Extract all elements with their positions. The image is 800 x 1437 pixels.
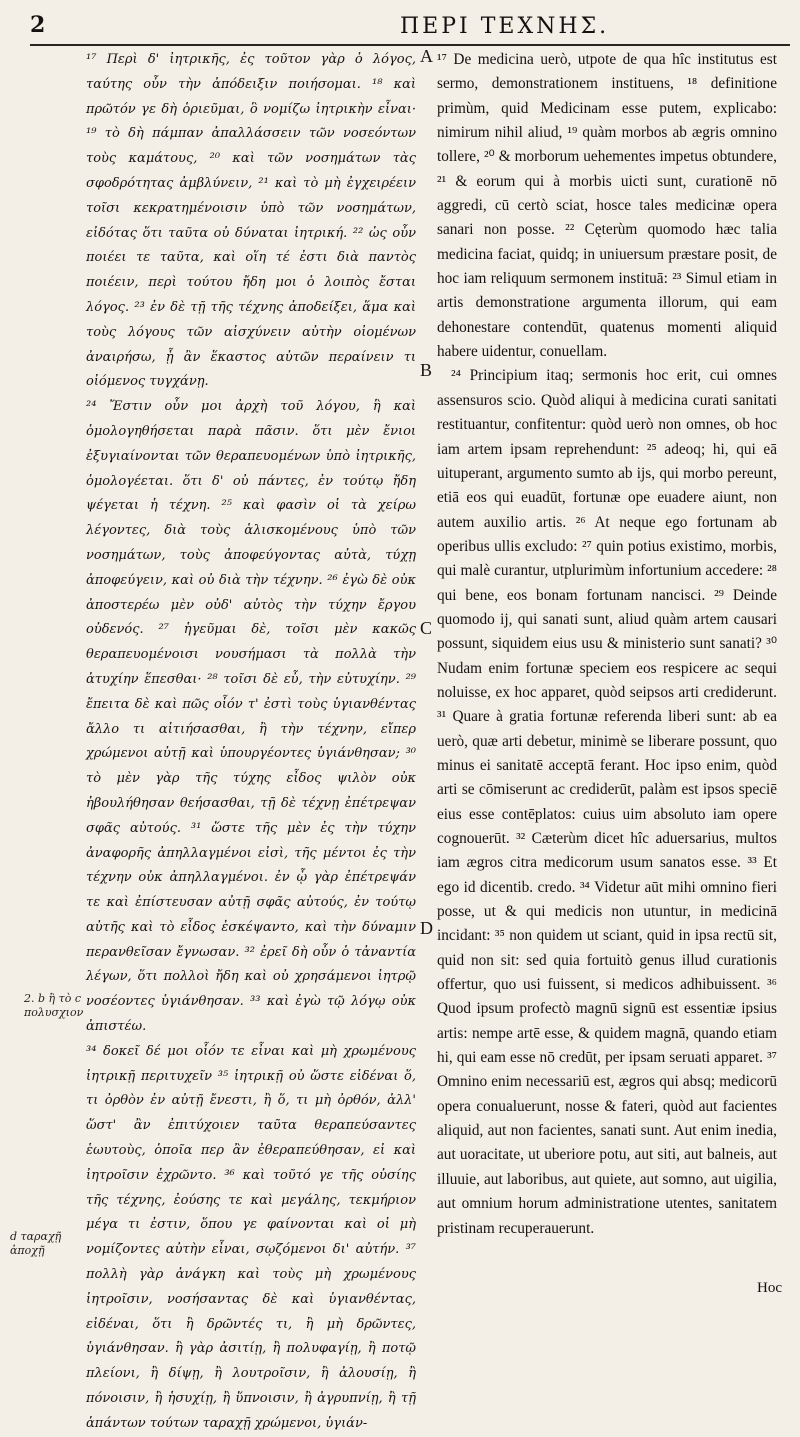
latin-paragraph: ²⁴ Principium itaq; sermonis hoc erit, cui omnes assensuros scio. Quòd aliqui à medicina curati sanitati restituantur, confitentur: quòd uerò non omnes, ob hoc iam artem ipsam reprehendunt: ²⁵ adeoq; hi, qui eā uituperant, argumento sumto ab ijs, qui morbo pereunt, etiā eos qui euadūt, fortunæ ope euadere aiunt, non autem auxilio artis. ²⁶ At neque ego fortunam ab operibus ullis excludo: ²⁷ quin potius existimo, morbis, qui malè curantur, utplurimùm infortunium accedere: ²⁸ qui bene, eos bonam fortunam nancisci. ²⁹ Deinde quomodo ij, qui sanati sunt, aliud quàm artem causari possunt, siquidem eius usu & ministerio sunt sanati? ³⁰ Nudam enim fortunæ speciem eos respicere ac sequi noluisse, ex hoc apparet, quòd seipsos arti crediderunt. ³¹ Quare à gratia fortunæ referenda liberi sunt: ab ea uerò, quæ arti debetur, minimè se liberare possunt, quo minus ei sanitatē acceptā ferant. Hoc ipso enim, quòd arti se cōmiserunt ac crediderūt, palàm est ipsos speciē eius esse contēplatos: cuius uim absoluto iam opere cognouerūt. ³² Cæterùm dicet hîc aduersarius, multos iam ægros citra medicorum usum sanatos esse. ³³ Et ego id dicentib. credo. ³⁴ Videtur aūt mihi omnino fieri posse, ut & qui medicis non utuntur, in medicinā incidant: ³⁵ non quidem ut sciant, quid in ipsa rectū sit, quid non sit: sed quia fortuitò genus illud curationis offertur, quo usi fuissent, si medicos adhibuissent. ³⁶ Quod ipsum profectò magnū signū est essentiæ ipsius artis: nempe artē esse, & quidem magnā, quando etiam hi, qui eam esse nō credūt, per ipsam seruati apparet. ³⁷ Omnino enim necessariū est, ægros qui absq; medicorū opera conualuerunt, nosse & fateri, quòd aut facientes aliquid, aut non facientes, sanati sunt. Aut enim inedia, aut uoracitate, ut uberiore potu, aut siti, aut balneis, aut illuuie, aut laboribus, aut quiete, aut somno, aut uigilia, aut omnium horum administratione utentes, sanitatem pristinam recuperauerunt. [437,367,777,1237]
margin-note: 2. b ἢ τὸ c πολυσχιον [24,992,84,1019]
section-marker-c: C [420,618,433,638]
header-rule [30,44,790,46]
section-marker-b: B [420,360,433,380]
page-number: 2 [30,12,46,38]
section-marker-d: D [420,918,433,938]
latin-column [437,48,777,1241]
greek-paragraph: ²⁴ Ἔστιν οὖν μοι ἀρχὴ τοῦ λόγου, ἣ καὶ ὁμολογηθήσεται παρὰ πᾶσιν. ὅτι μὲν ἔνιοι ἐξυγιαίνονται τῶν θεραπευομένων ὑπὸ ἰητρικῆς, ὁμολογέεται. ὅτι δ' οὐ πάντες, ἐν τούτῳ ἤδη ψέγεται ἡ τέχνη. ²⁵ καὶ φασὶν οἱ τὰ χείρω λέγοντες, διὰ τοὺς ἁλισκομένους ὑπὸ τῶν νοσημάτων, τοὺς ἀποφεύγοντας αὐτὰ, τύχῃ ἀποφεύγειν, καὶ οὐ διὰ τὴν τέχνην. ²⁶ ἐγὼ δὲ οὐκ ἀποστερέω μὲν οὐδ' αὐτὸς τὴν τύχην ἔργου οὐδενός. ²⁷ ἡγεῦμαι δὲ, τοῖσι μὲν κακῶς θεραπευομένοισι νουσήμασι τὰ πολλὰ τὴν ἀτυχίην ἕπεσθαι· ²⁸ τοῖσι δὲ εὖ, τὴν εὐτυχίην. ²⁹ ἔπειτα δὲ καὶ πῶς οἷόν τ' ἐστὶ τοὺς ὑγιανθέντας ἄλλο τι αἰτιήσασθαι, ἢ τὴν τέχνην, εἴπερ χρώμενοι αὐτῇ καὶ ὑπουργέοντες ὑγιάνθησαν; ³⁰ τὸ μὲν γὰρ τῆς τύχης εἶδος ψιλὸν οὐκ ἠβουλήθησαν θεήσασθαι, τῇ δὲ τέχνῃ ἐπέτρεψαν σφᾶς αὐτούς. ³¹ ὥστε τῆς μὲν ἐς τὴν τύχην ἀναφορῆς ἀπηλλαγμένοι εἰσὶ, τῆς μέντοι ἐς τὴν τέχνην οὐκ ἀπηλλαγμένοι. ἐν ᾧ γὰρ ἐπέτρεψάν τε καὶ ἐπίστευσαν αὐτῇ σφᾶς αὐτούς, ἐν τούτῳ αὐτῆς καὶ τὸ εἶδος ἐσκέψαντο, καὶ τὴν δύναμιν περανθεῖσαν ἔγνωσαν. ³² ἐρεῖ δὴ οὖν ὁ τἀναντία λέγων, ὅτι πολλοὶ ἤδη καὶ οὐ χρησάμενοι ἰητρῷ νοσέοντες ὑγιάνθησαν. ³³ καὶ ἐγὼ τῷ λόγῳ οὐκ ἀπιστέω. [86,399,416,1035]
catchword: Hoc [757,1280,782,1296]
latin-paragraph: ¹⁷ De medicina uerò, utpote de qua hîc institutus est sermo, demonstrationem instituens, ¹⁸ definitione primùm, quid Medicinam esse putem, explicabo: nimirum nihil aliud, ¹⁹ quàm morbos ab ægris omnino tollere, ²⁰ & morborum uehementes impetus obtundere, ²¹ & eorum qui à morbis uicti sunt, curationē nō aggredi, cū certò sciat, hosce tales medicinæ opera sanari non posse. ²² Cęterùm quomodo hæc talia medicina faciat, quidq; in uniuersum præstare posit, de hoc iam reliquum sermonem instituā: ²³ Simul etiam in artis demonstratione argumenta illorum, qui eam dehonestare contendūt, quatenus momenti aliquid habere uidentur, conuellam. [437,51,777,361]
greek-paragraph: ³⁴ δοκεῖ δέ μοι οἷόν τε εἶναι καὶ μὴ χρωμένους ἰητρικῇ περιτυχεῖν ³⁵ ἰητρικῇ οὐ ὥστε εἰδέναι ὅ, τι ὀρθὸν ἐν αὐτῇ ἔνεστι, ἢ ὅ, τι μὴ ὀρθόν, ἀλλ' ὥστ' ἂν ἐπιτύχοιεν ταῦτα θεραπεύσαντες ἑωυτοὺς, ὁποῖα περ ἂν ἐθεραπεύθησαν, εἰ καὶ ἰητροῖσιν ἐχρῶντο. ³⁶ καὶ τοῦτό γε τῆς οὐσίης τῆς τέχνης, ἐούσης τε καὶ μεγάλης, τεκμήριον μέγα τι ἐστιν, ὅπου γε φαίνονται καὶ οἱ μὴ νομίζοντες αὐτὴν εἶναι, σῳζόμενοι δι' αὐτήν. ³⁷ πολλὴ γὰρ ἀνάγκη καὶ τοὺς μὴ χρωμένους ἰητροῖσιν, νοσήσαντας δὲ καὶ ὑγιανθέντας, εἰδέναι, ὅτι ἢ δρῶντές τι, ἢ μὴ δρῶντες, ὑγιάνθησαν. ἢ γὰρ ἀσιτίῃ, ἢ πολυφαγίῃ, ἢ ποτῷ πλείονι, ἢ δίψῃ, ἢ λουτροῖσιν, ἢ ἀλουσίῃ, ἢ πόνοισιν, ἢ ἡσυχίῃ, ἢ ὕπνοισιν, ἢ ἀγρυπνίῃ, ἢ τῇ ἁπάντων τούτων ταραχῇ χρώμενοι, ὑγιάν- [86,1043,416,1431]
greek-column [86,48,416,1437]
running-title: ΠΕΡΙ ΤΕΧΝΗΣ. [400,14,610,39]
margin-note: d ταραχῇ ἀποχῇ [10,1230,62,1257]
section-marker-a: A [420,46,433,66]
greek-paragraph: ¹⁷ Περὶ δ' ἰητρικῆς, ἐς τοῦτον γὰρ ὁ λόγος, ταύτης οὖν τὴν ἀπόδειξιν ποιήσομαι. ¹⁸ καὶ πρῶτόν γε δὴ ὁριεῦμαι, ὃ νομίζω ἰητρικὴν εἶναι· ¹⁹ τὸ δὴ πάμπαν ἀπαλλάσσειν τῶν νοσεόντων τοὺς καμάτους, ²⁰ καὶ τῶν νοσημάτων τὰς σφοδρότητας ἀμβλύνειν, ²¹ καὶ τὸ μὴ ἐγχειρέειν τοῖσι κεκρατημένοισιν ὑπὸ τῶν νοσημάτων, εἰδότας ὅτι ταῦτα οὐ δύναται ἰητρική. ²² ὡς οὖν ποιέει τε ταῦτα, καὶ οἵη τέ ἐστι διὰ παντὸς ποιέειν, περὶ τούτου ἤδη μοι ὁ λοιπὸς ἔσται λόγος. ²³ ἐν δὲ τῇ τῆς τέχνης ἀποδείξει, ἅμα καὶ τοὺς λόγους τῶν αἰσχύνειν αὐτὴν οἰομένων ἀναιρήσω, ᾗ ἂν ἕκαστος αὐτῶν περαίνειν τι οἰόμενος τυγχάνῃ. [86,52,416,390]
